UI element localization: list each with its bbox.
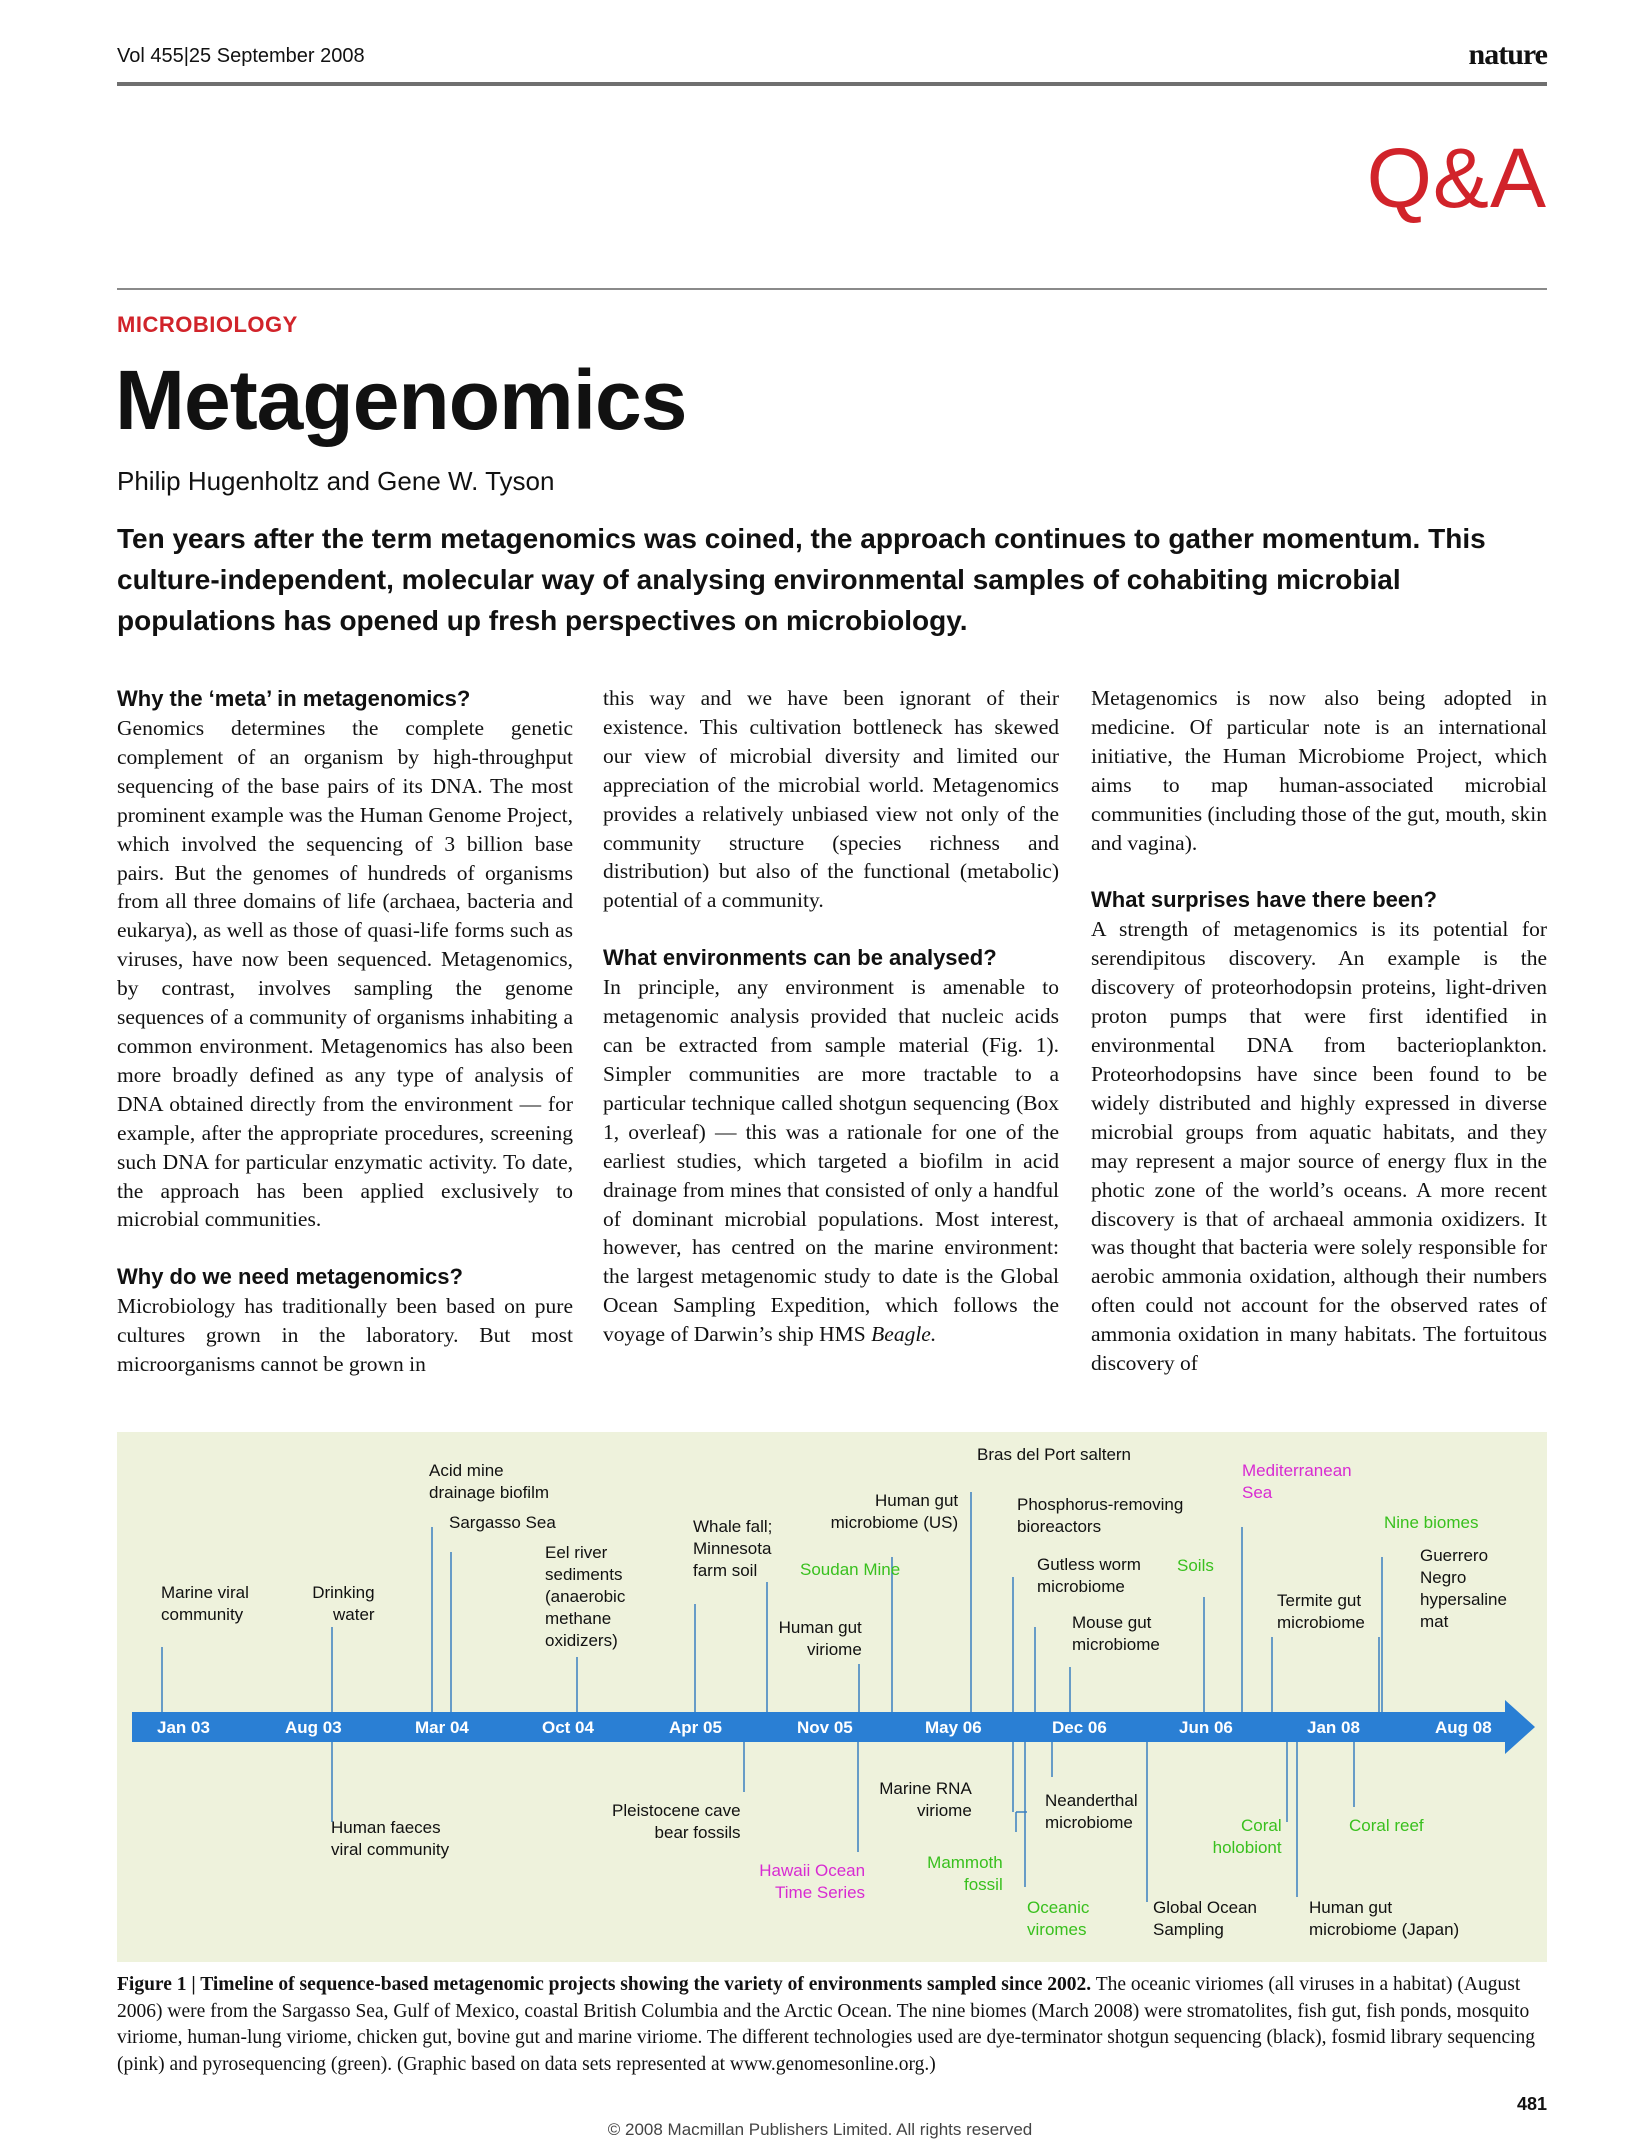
label-sargasso: Sargasso Sea	[449, 1513, 556, 1532]
tick-label: Oct 04	[542, 1718, 594, 1737]
label-human-gut-japan: Human gut microbiome (Japan)	[1309, 1898, 1460, 1939]
label-acid-mine: Acid mine drainage biofilm	[429, 1461, 550, 1502]
label-marine-viral: Marine viral community	[161, 1583, 249, 1624]
label-neanderthal: Neanderthal microbiome	[1045, 1791, 1138, 1832]
section-label: MICROBIOLOGY	[117, 312, 298, 337]
label-human-gut-virome: Human gut viriome	[778, 1618, 862, 1659]
tick-label: Aug 03	[285, 1718, 342, 1737]
tick-label: Jan 08	[1307, 1718, 1360, 1737]
heading-environments: What environments can be analysed?	[603, 945, 997, 971]
heading-why-need: Why do we need metagenomics?	[117, 1264, 463, 1290]
text-column-2	[603, 684, 1059, 1349]
label-mouse-gut: Mouse gut microbiome	[1072, 1613, 1160, 1654]
tick-label: Mar 04	[415, 1718, 469, 1737]
paragraph: Metagenomics is now also being adopted in medicine. Of particular note is an international initiative, the Human Microbiome Project, which aims to map human-associated microbial communities (including those of the gut, mouth, skin and vagina).	[1091, 686, 1547, 855]
label-mediterranean: Mediterranean Sea	[1242, 1461, 1352, 1502]
label-soils: Soils	[1177, 1556, 1214, 1575]
label-global-ocean: Global Ocean Sampling	[1153, 1898, 1257, 1939]
label-phosphorus: Phosphorus-removing bioreactors	[1017, 1495, 1184, 1536]
article-authors: Philip Hugenholtz and Gene W. Tyson	[117, 466, 555, 496]
header-volume: Vol 455|25 September 2008	[117, 45, 365, 67]
label-gutless-worm: Gutless worm microbiome	[1037, 1555, 1141, 1596]
journal-logo: nature	[1468, 38, 1547, 71]
label-coral-holobiont: Coral holobiont	[1212, 1816, 1282, 1857]
ship-name: Beagle.	[871, 1322, 937, 1347]
header-rule	[117, 82, 1547, 86]
timeline-figure	[117, 1432, 1547, 1962]
figure-caption	[117, 1972, 1547, 2078]
tick-label: Apr 05	[669, 1718, 722, 1737]
tick-label: May 06	[925, 1718, 982, 1737]
paragraph	[603, 973, 1059, 1349]
caption-label: Figure 1 | Timeline of sequence-based metagenomic projects showing the variety of environments sampled since 2002.	[117, 1974, 1092, 1995]
tick-label: Jun 06	[1179, 1718, 1233, 1737]
label-marine-rna: Marine RNA viriome	[879, 1779, 972, 1820]
copyright: © 2008 Macmillan Publishers Limited. All rights reserved	[607, 2120, 1033, 2139]
paragraph: Microbiology has traditionally been based on pure cultures grown in the laboratory. But most microorganisms cannot be grown in	[117, 1294, 573, 1377]
label-soudan-mine: Soudan Mine	[800, 1560, 901, 1579]
paragraph: Genomics determines the complete genetic complement of an organism by high-throughput sequencing of the base pairs of its DNA. The most prominent example was the Human Genome Project, which involved the sequencing of 3 billion base pairs. But the genomes of hundreds of organisms from all three domains of life (archaea, bacteria and eukarya), as well as those of quasi-life forms such as viruses, have now been sequenced. Metagenomics, by contrast, involves sampling the genome sequences of a community of organisms inhabiting a common environment. Metagenomics has also been more broadly defined as any type of analysis of DNA obtained directly from the environment — for example, after the appropriate procedures, screening such DNA for particular enzymatic activity. To date, the approach has been applied exclusively to microbial communities.	[117, 716, 573, 1232]
label-pleistocene: Pleistocene cave bear fossils	[612, 1801, 741, 1842]
heading-surprises: What surprises have there been?	[1091, 887, 1437, 913]
label-human-gut-us: Human gut microbiome (US)	[830, 1491, 959, 1532]
label-bras-del-port: Bras del Port saltern	[977, 1445, 1132, 1464]
timeline-ticks	[117, 1717, 1547, 1741]
tick-label: Dec 06	[1052, 1718, 1107, 1737]
label-nine-biomes: Nine biomes	[1384, 1513, 1479, 1532]
standfirst: Ten years after the term metagenomics was coined, the approach continues to gather momentum. This culture-independent, molecular way of analysing environmental samples of cohabiting microbial populations has opened up fresh perspectives on microbiology.	[117, 523, 1486, 636]
label-coral-reef: Coral reef	[1349, 1816, 1424, 1835]
heading-why-meta: Why the ‘meta’ in metagenomics?	[117, 686, 471, 711]
paragraph: this way and we have been ignorant of their existence. This cultivation bottleneck has skewed our view of microbial diversity and limited our appreciation of the microbial world. Metagenomics provides a relatively unbiased view not only of the community structure (species richness and distribution) but also of the functional (metabolic) potential of a community.	[603, 686, 1059, 913]
section-mark: Q&A	[1366, 131, 1547, 225]
label-guerrero-negro: Guerrero Negro hypersaline mat	[1420, 1546, 1507, 1631]
tick-label: Nov 05	[797, 1718, 853, 1737]
tick-label: Aug 08	[1435, 1718, 1492, 1737]
label-eel-river: Eel river sediments (anaerobic methane oxidizers)	[545, 1543, 626, 1650]
text-column-1	[117, 684, 573, 1379]
label-human-faeces: Human faeces viral community	[331, 1818, 450, 1859]
title-rule	[117, 288, 1547, 290]
label-termite-gut: Termite gut microbiome	[1277, 1591, 1365, 1632]
paragraph: A strength of metagenomics is its potential for serendipitous discovery. An example is the discovery of proteorhodopsin proteins, light-driven proton pumps that were first identified in environmental DNA from bacterioplankton. Proteorhodopsins have since been found to be widely distributed and highly expressed in diverse microbial groups from aquatic habitats, and they may represent a major source of energy flux in the photic zone of the world’s oceans. A more recent discovery is that of archaeal ammonia oxidizers. It was thought that bacteria were solely responsible for aerobic ammonia oxidation, although their numbers often could not account for the observed rates of ammonia oxidation in many habitats. The fortuitous discovery of	[1091, 917, 1547, 1376]
page-number: 481	[1516, 2094, 1547, 2114]
label-mammoth: Mammoth fossil	[927, 1853, 1003, 1894]
label-oceanic-viromes: Oceanic viromes	[1027, 1898, 1090, 1939]
text-column-3	[1091, 684, 1547, 1378]
label-drinking-water: Drinking water	[312, 1583, 375, 1624]
caption-text: The oceanic viriomes (all viruses in a habitat) (August 2006) were from the Sargasso Sea, Gulf of Mexico, coastal British Columbia and the Arctic Ocean. The nine biomes (March 2008) were stromatolites, fish gut, fish ponds, mosquito viriome, human-lung viriome, chicken gut, bovine gut and marine viriome. The different technologies used are dye-terminator shotgun sequencing (black), fosmid library sequencing (pink) and pyrosequencing (green). (Graphic based on data sets represented at www.genomesonline.org.)	[117, 1974, 1536, 2075]
label-hawaii: Hawaii Ocean Time Series	[759, 1861, 866, 1902]
label-whale-fall: Whale fall; Minnesota farm soil	[693, 1517, 773, 1580]
article-title: Metagenomics	[115, 353, 687, 447]
tick-label: Jan 03	[157, 1718, 210, 1737]
paragraph-text: In principle, any environment is amenable to metagenomic analysis provided that nucleic acids can be extracted from sample material (Fig. 1). Simpler communities are more tractable to a particular technique called shotgun sequencing (Box 1, overleaf) — this was a rationale for one of the earliest studies, which targeted a biofilm in acid drainage from mines that consisted of only a handful of dominant microbial populations. Most interest, however, has centred on the marine environment: the largest metagenomic study to date is the Global Ocean Sampling Expedition, which follows the voyage of Darwin’s ship HMS	[603, 975, 1059, 1347]
